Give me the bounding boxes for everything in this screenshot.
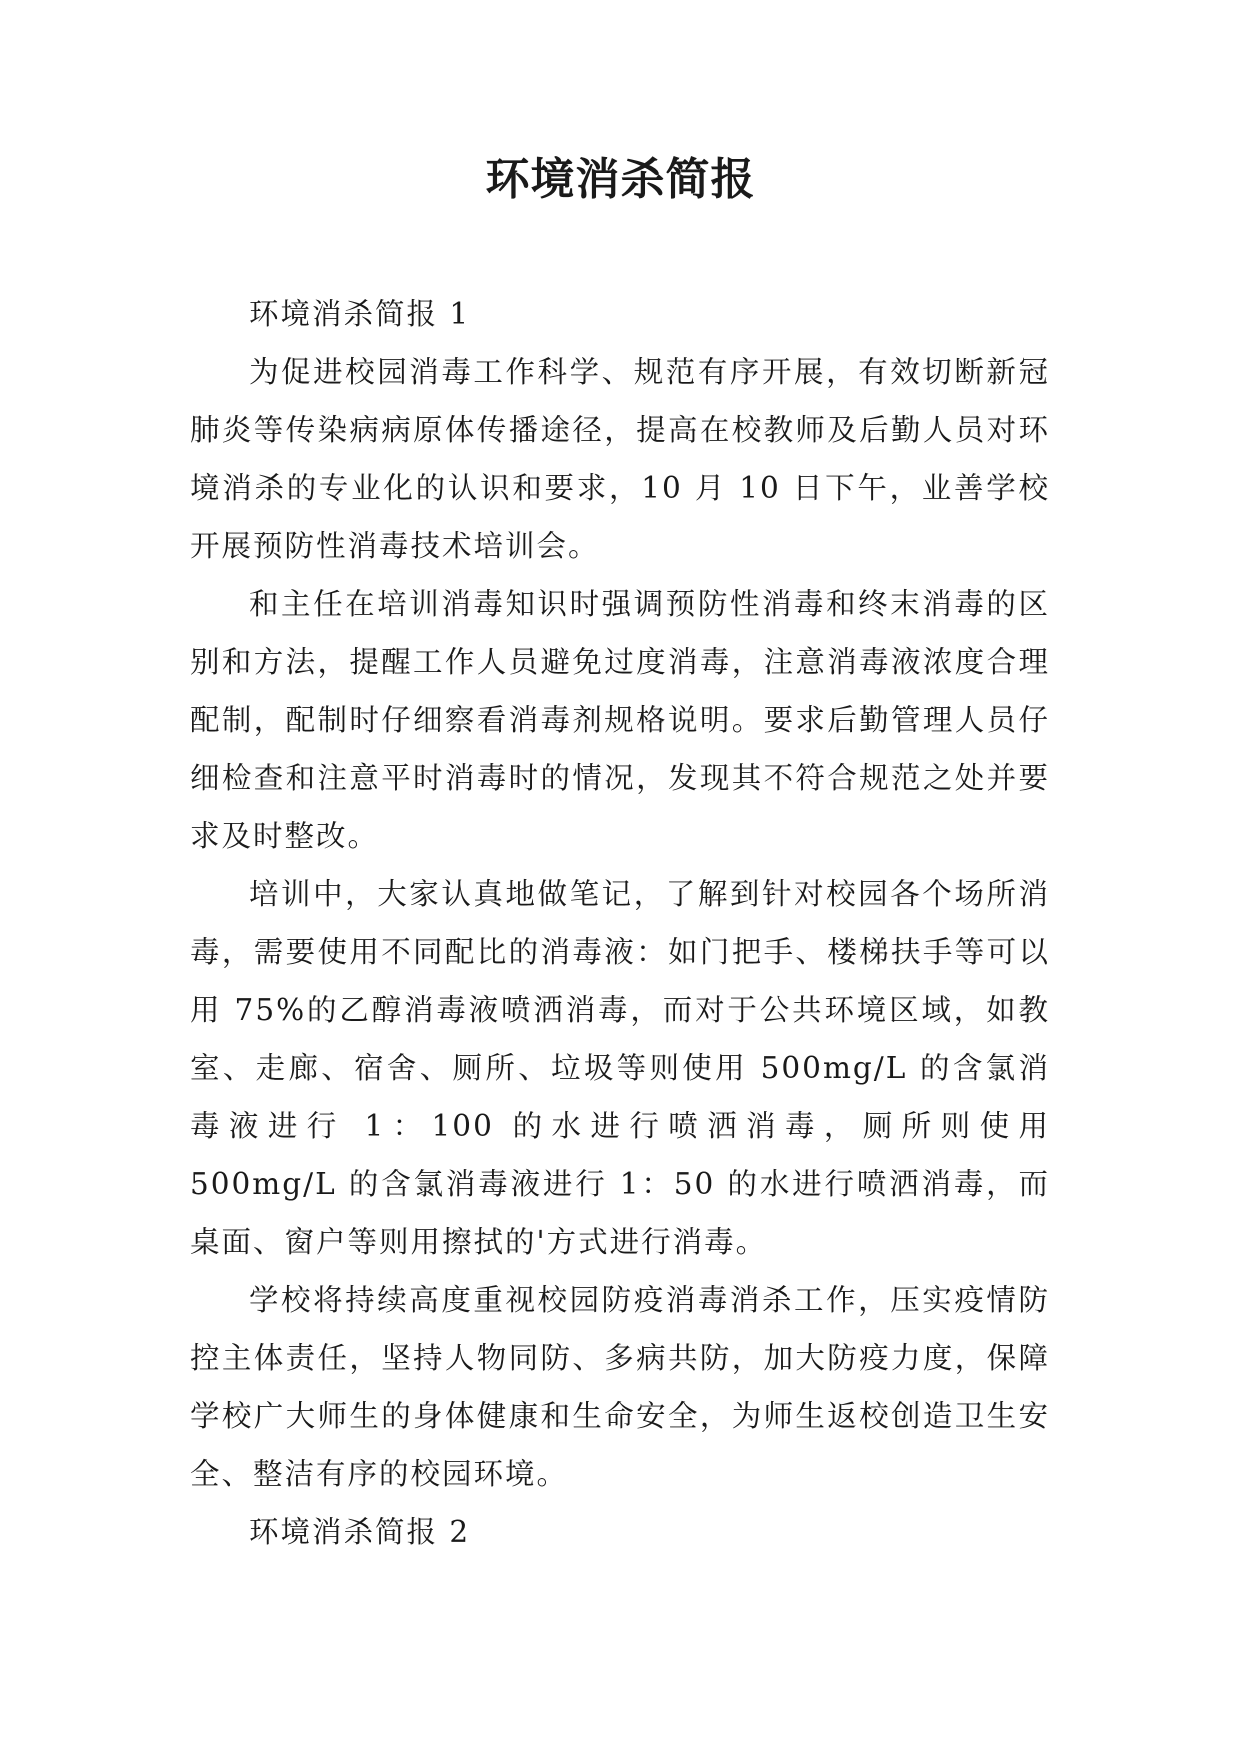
section-heading-2: 环境消杀简报 2 [249,1515,471,1549]
paragraph-training-emphasis: 和主任在培训消毒知识时强调预防性消毒和终末消毒的区别和方法，提醒工作人员避免过度消毒，注意消毒液浓度合理配制，配制时仔细察看消毒剂规格说明。要求后勤管理人员仔细检查和注意平时消毒时的情况，发现其不符合规范之处并要求及时整改。 [190,587,1050,853]
document-body [190,285,1050,1561]
paragraph-intro: 为促进校园消毒工作科学、规范有序开展，有效切断新冠肺炎等传染病病原体传播途径，提高在校教师及后勤人员对环境消杀的专业化的认识和要求，10 月 10 日下午，业善学校开展预防性消毒技术培训会。 [190,355,1050,563]
paragraph-conclusion: 学校将持续高度重视校园防疫消毒消杀工作，压实疫情防控主体责任，坚持人物同防、多病共防，加大防疫力度，保障学校广大师生的身体健康和生命安全，为师生返校创造卫生安全、整洁有序的校园环境。 [190,1283,1050,1491]
document-title: 环境消杀简报 [485,154,756,205]
section-heading-1: 环境消杀简报 1 [249,297,471,331]
paragraph-disinfectant-ratios: 培训中，大家认真地做笔记，了解到针对校园各个场所消毒，需要使用不同配比的消毒液：如门把手、楼梯扶手等可以用 75%的乙醇消毒液喷洒消毒，而对于公共环境区域，如教室、走廊、宿舍、厕所、垃圾等则使用 500mg/L 的含氯消毒液进行 1：100 的水进行喷洒消毒，厕所则使用 500mg/L 的含氯消毒液进行 1：50 的水进行喷洒消毒，而桌面、窗户等则用擦拭的'方式进行消毒。 [190,877,1050,1259]
